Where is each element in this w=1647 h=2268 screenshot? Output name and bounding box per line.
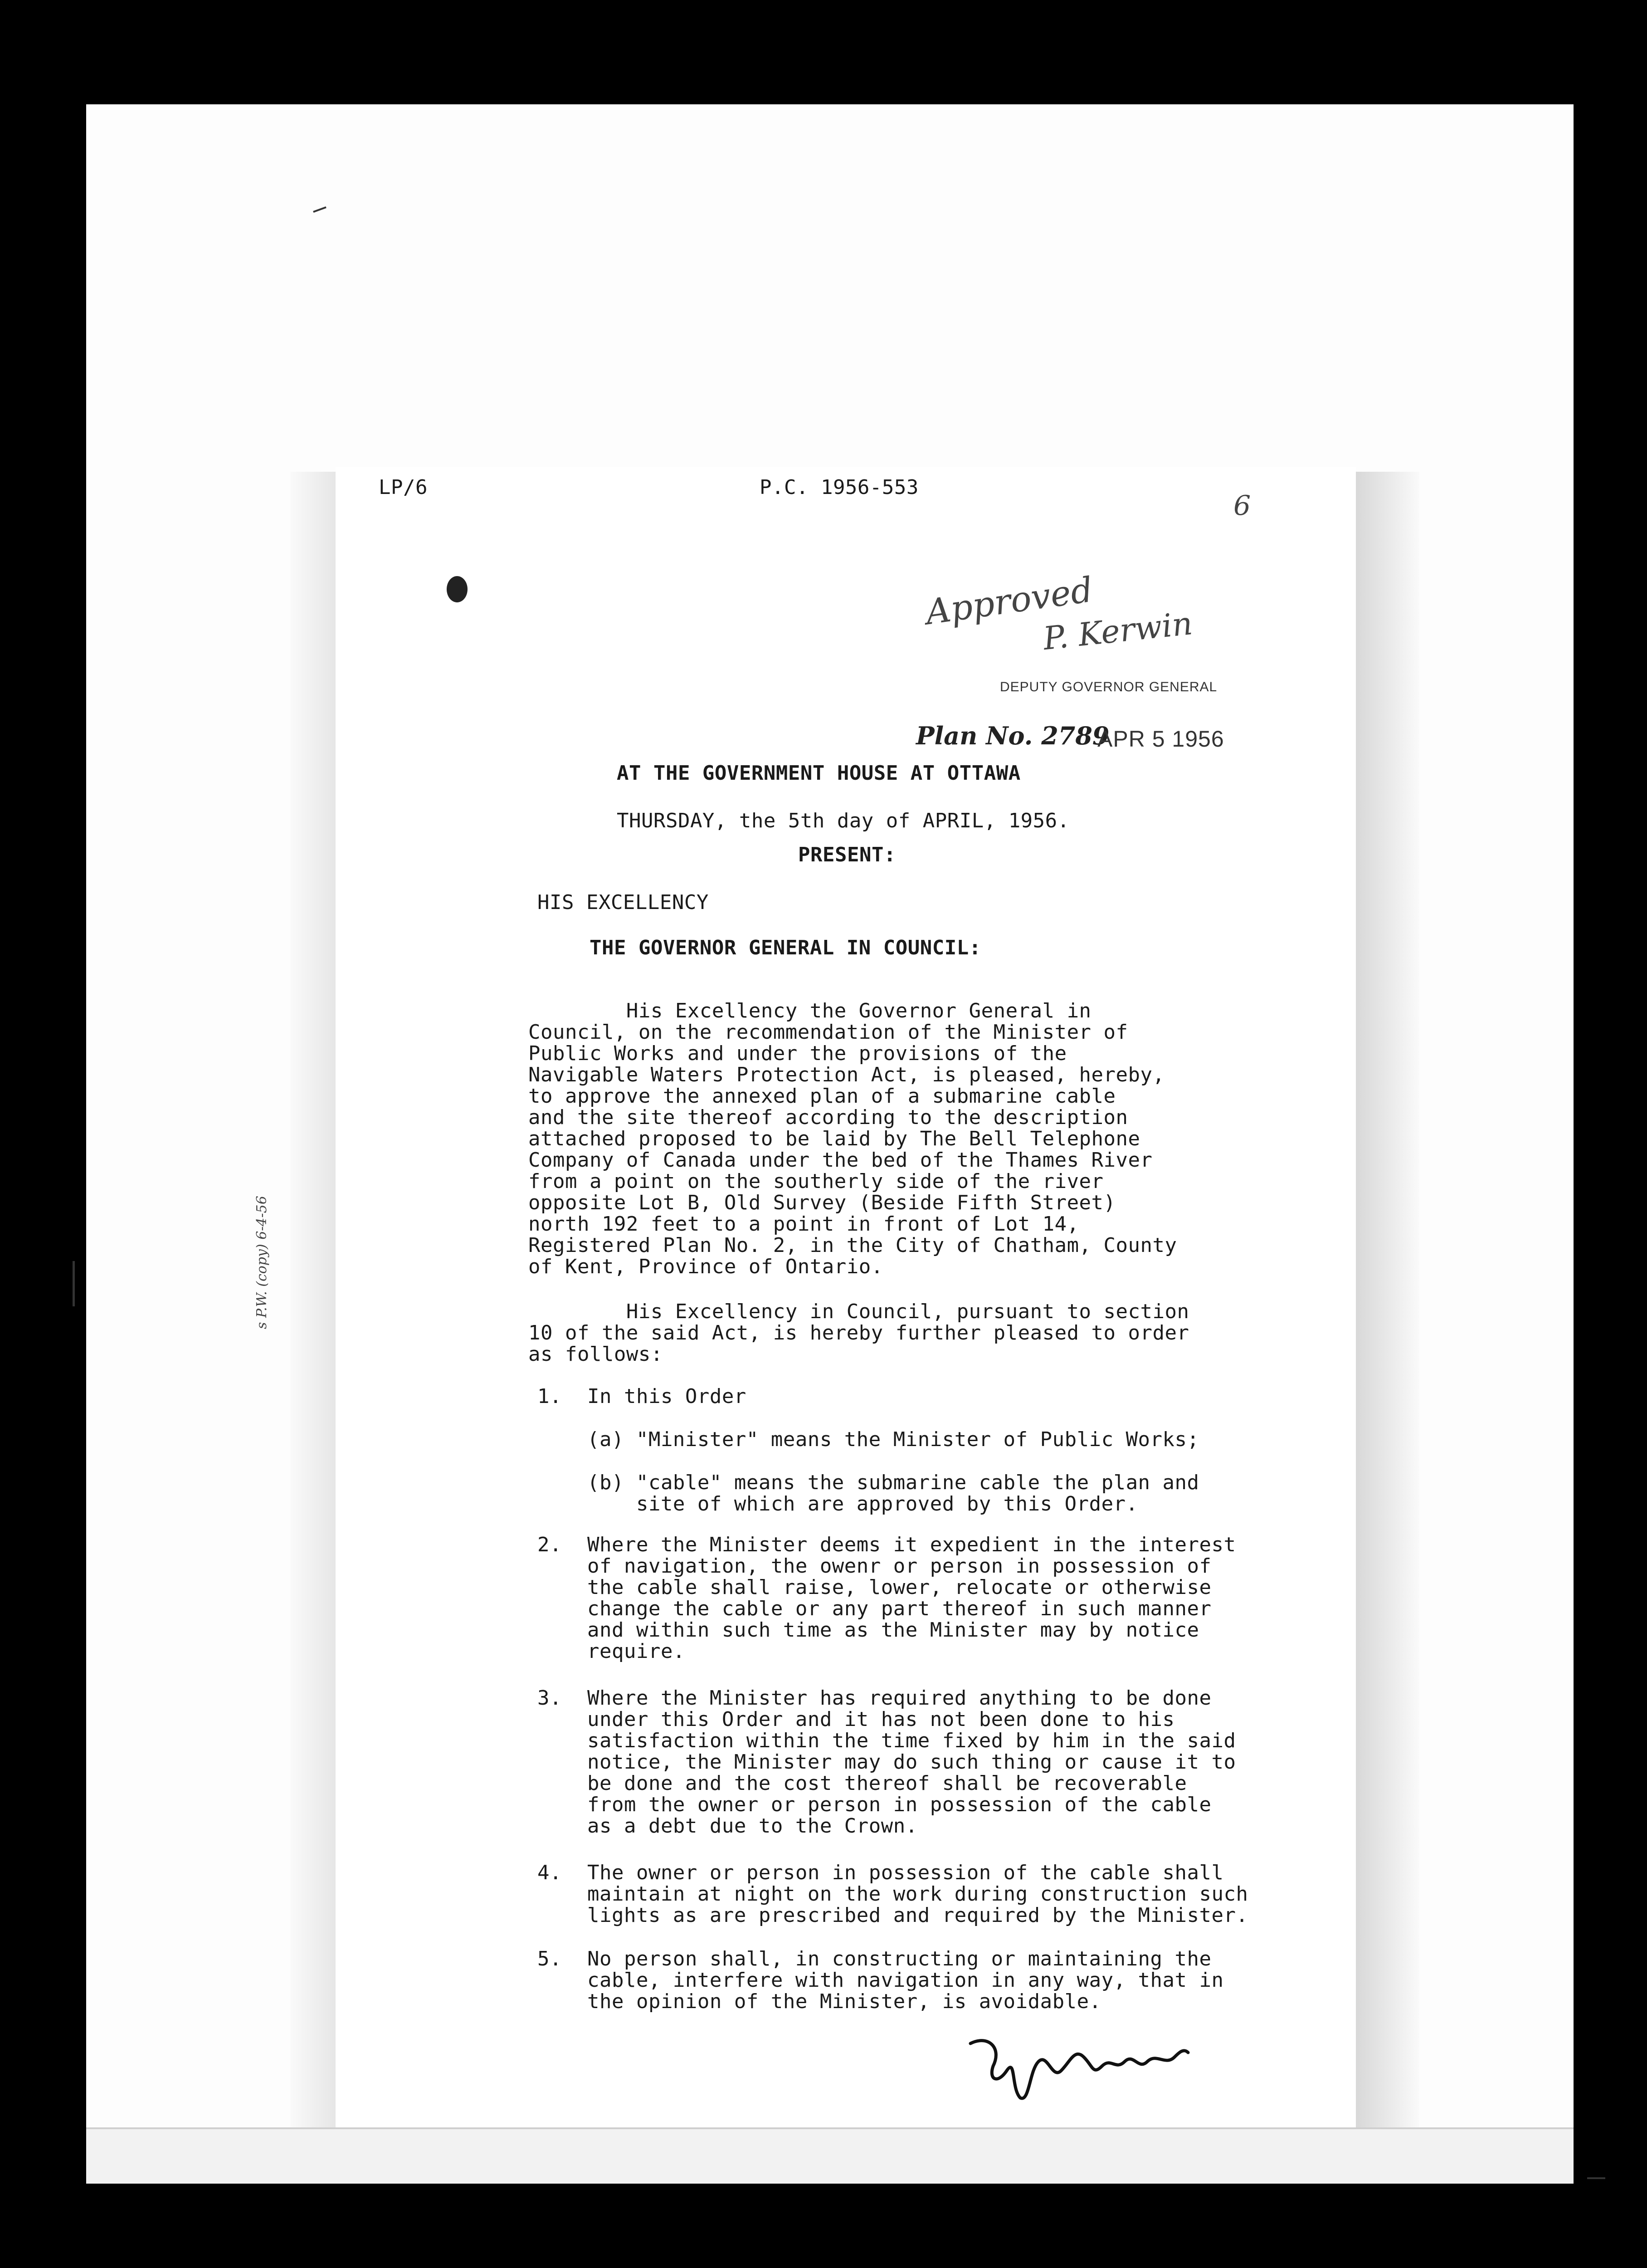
paragraph-line: Public Works and under the provisions of the [528,1042,1067,1065]
his-excellency: HIS EXCELLENCY [537,891,709,914]
paragraph-line: attached proposed to be laid by The Bell Telephone [528,1127,1140,1150]
punch-mark [447,576,468,602]
clause-line: Where the Minister deems it expedient in the interest [587,1533,1236,1556]
clause-subitem-b: (b) "cable" means the submarine cable the plan and [587,1471,1199,1494]
clause-line: of navigation, the owenr or person in possession of [587,1554,1212,1578]
clause-subitem-b: site of which are approved by this Order. [587,1492,1138,1515]
approval-handwriting-line2: P. Kerwin [1041,604,1194,658]
deputy-governor-stamp: DEPUTY GOVERNOR GENERAL [1000,679,1218,694]
file-code: LP/6 [379,476,428,499]
paragraph-line: 10 of the said Act, is hereby further pleased to order [528,1321,1189,1344]
clause-line: change the cable or any part thereof in such manner [587,1597,1212,1620]
order-in-council-page [336,467,1356,2127]
paragraph-line: to approve the annexed plan of a submarine cable [528,1085,1116,1108]
clause-line: from the owner or person in possession of the cable [587,1793,1212,1816]
clause-line: No person shall, in constructing or maintaining the [587,1947,1212,1970]
clause-line: satisfaction within the time fixed by him in the said [587,1729,1236,1752]
present-label: PRESENT: [798,843,896,866]
paragraph-line: His Excellency the Governor General in [528,999,1092,1022]
right-edge-dash [1587,2177,1605,2179]
clause-line: require. [587,1640,685,1663]
date-stamp: APR 5 1956 [1097,726,1224,752]
paragraph-line: Council, on the recommendation of the Minister of [528,1021,1128,1044]
paragraph-line: from a point on the southerly side of the river [528,1170,1104,1193]
clause-line: the opinion of the Minister, is avoidable. [587,1990,1101,2013]
place-heading: AT THE GOVERNMENT HOUSE AT OTTAWA [617,762,1021,785]
approval-handwriting-line1: Approved [923,569,1096,633]
sheet-shadow-right [1356,472,1419,2127]
clause-line: Where the Minister has required anything to be done [587,1686,1212,1710]
date-line: THURSDAY, the 5th day of APRIL, 1956. [617,809,1070,832]
paragraph-line: Navigable Waters Protection Act, is pleased, hereby, [528,1063,1165,1086]
backing-sheet-edge [86,2127,1574,2184]
clause-line: be done and the cost thereof shall be recoverable [587,1772,1187,1795]
clause-number: 1. [537,1385,562,1408]
plan-number-note: Plan No. 2789 [916,721,1110,750]
clause-number: 2. [537,1533,562,1556]
paragraph-line: as follows: [528,1343,663,1366]
clause-line: as a debt due to the Crown. [587,1814,918,1838]
corner-mark: 6 [1233,490,1251,522]
signature [961,2030,1197,2107]
clause-line: cable, interfere with navigation in any way, that in [587,1969,1224,1992]
clause-line: lights as are prescribed and required by the Minister. [587,1904,1248,1927]
paragraph-line: Registered Plan No. 2, in the City of Chatham, County [528,1234,1177,1257]
clause-line: notice, the Minister may do such thing or cause it to [587,1750,1236,1774]
clause-subitem-a: (a) "Minister" means the Minister of Public Works; [587,1428,1199,1451]
clause-line: The owner or person in possession of the cable shall [587,1861,1224,1884]
paragraph-line: His Excellency in Council, pursuant to section [528,1300,1189,1323]
clause-line: maintain at night on the work during construction such [587,1882,1248,1906]
clause-number: 4. [537,1861,562,1884]
clause-line: under this Order and it has not been done to his [587,1708,1175,1731]
order-number: P.C. 1956-553 [760,476,919,499]
margin-note: s P.W. (copy) 6-4-56 [254,1196,270,1329]
council-heading: THE GOVERNOR GENERAL IN COUNCIL: [590,936,981,959]
clause-number: 3. [537,1686,562,1710]
clause-line: and within such time as the Minister may by notice [587,1618,1199,1642]
paragraph-line: and the site thereof according to the description [528,1106,1128,1129]
paragraph-line: north 192 feet to a point in front of Lot 14, [528,1212,1079,1236]
paragraph-line: Company of Canada under the bed of the Thames River [528,1149,1153,1172]
left-edge-tick [73,1261,75,1306]
paragraph-line: of Kent, Province of Ontario. [528,1255,883,1278]
paragraph-line: opposite Lot B, Old Survey (Beside Fifth Street) [528,1191,1116,1214]
clause-text: In this Order [587,1385,746,1408]
sheet-shadow-left [290,472,336,2127]
clause-line: the cable shall raise, lower, relocate or otherwise [587,1576,1212,1599]
clause-number: 5. [537,1947,562,1970]
